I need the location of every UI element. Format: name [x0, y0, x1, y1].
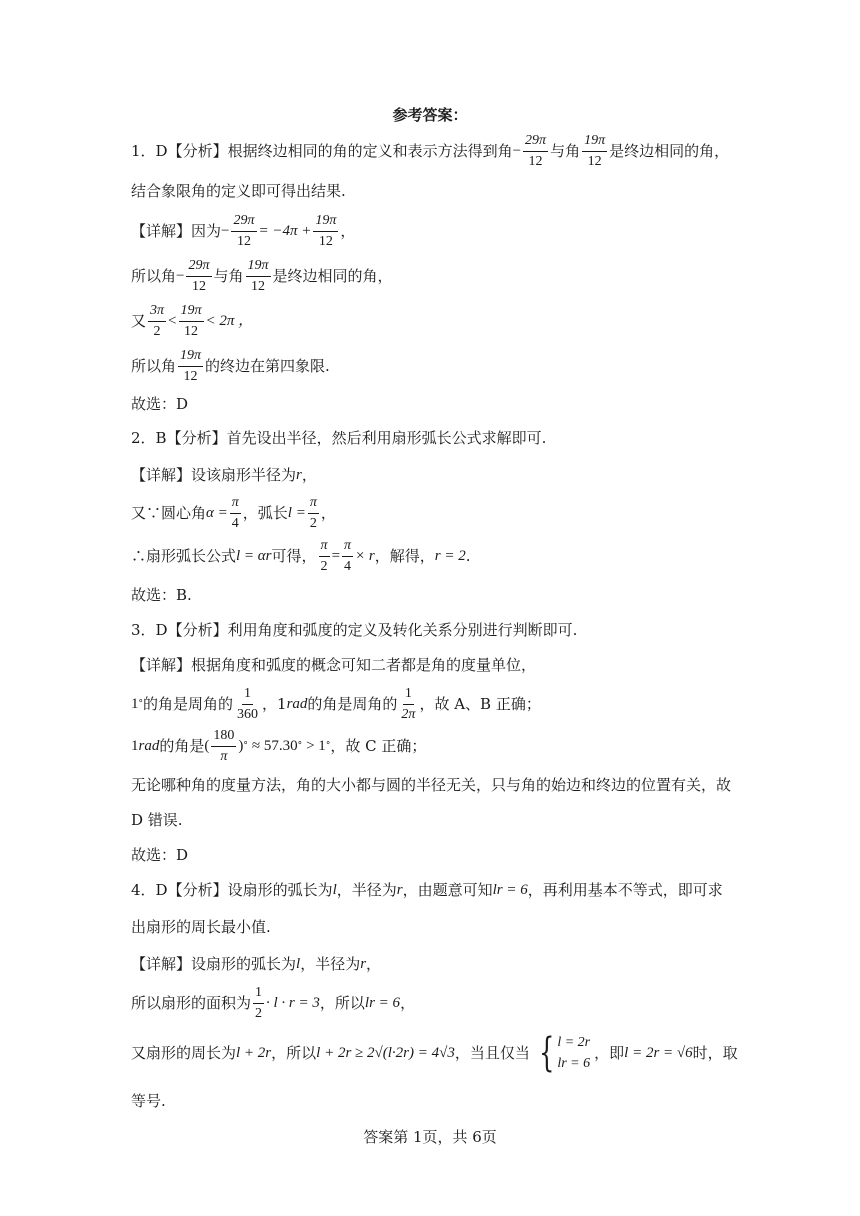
q3-line-6: D 错误. — [131, 810, 183, 829]
q1-line-4: 所以角 − $\frac{29\pi}{12}$ 与角 $\frac{19\pi}{12}$ 是终边相同的角， — [131, 258, 393, 294]
fraction: $\frac{1}{2}$ — [255, 985, 263, 1021]
q4-line-2: 出扇形的周长最小值. — [131, 917, 271, 936]
equation-system: { l = 2r lr = 6 — [538, 1030, 591, 1076]
fraction: $\frac{29\pi}{12}$ — [525, 133, 547, 169]
fraction: $\frac{\pi}{4}$ — [344, 538, 352, 574]
q3-line-3: 1 ° 的角是周角的 $\frac{1}{360}$ ，1 rad 的角是周角的 $\frac{1}{2\pi}$ ，故 A、B 正确； — [131, 686, 541, 722]
fraction: $\frac{19\pi}{12}$ — [247, 258, 269, 294]
fraction: $\frac{19\pi}{12}$ — [180, 348, 202, 384]
fraction: $\frac{29\pi}{12}$ — [233, 213, 255, 249]
q4-line-3: 【详解】设扇形的弧长为 l ，半径为 r ， — [131, 954, 382, 973]
page-title: 参考答案： — [392, 106, 468, 124]
q4-line-6: 等号. — [131, 1091, 166, 1110]
fraction: $\frac{\pi}{2}$ — [320, 538, 328, 574]
q3-line-2: 【详解】根据角度和弧度的概念可知二者都是角的度量单位， — [131, 655, 537, 674]
fraction: $\frac{1}{2\pi}$ — [401, 686, 416, 722]
q1-line-2: 结合象限角的定义即可得出结果. — [131, 181, 346, 200]
q3-line-5: 无论哪种角的度量方法，角的大小都与圆的半径无关，只与角的始边和终边的位置有关，故 — [131, 775, 732, 794]
q1-line-3: 【详解】因为 − $\frac{29\pi}{12}$ = −4π + $\frac{19\pi}{12}$ ， — [131, 213, 356, 249]
page-footer: 答案第 1页，共 6页 — [363, 1128, 497, 1146]
q3-line-4: 1 rad 的角是 ( $\frac{180}{\pi}$ ) ° ≈ 57.30 ° > 1 ° ，故 C 正确； — [131, 728, 427, 764]
q4-line-1: 4．D【分析】设扇形的弧长为 l ，半径为 r ，由题意可知 lr = 6 ，再利用基本不等式，即可求 — [131, 880, 723, 899]
fraction: $\frac{29\pi}{12}$ — [188, 258, 210, 294]
fraction: $\frac{\pi}{2}$ — [309, 495, 317, 531]
fraction: $\frac{\pi}{4}$ — [231, 495, 239, 531]
fraction: $\frac{19\pi}{12}$ — [584, 133, 606, 169]
q4-line-4: 所以扇形的面积为 $\frac{1}{2}$ · l · r = 3 ，所以 lr = 6 ， — [131, 985, 416, 1021]
q1-line-6: 所以角 $\frac{19\pi}{12}$ 的终边在第四象限. — [131, 348, 330, 384]
fraction: $\frac{19\pi}{12}$ — [315, 213, 337, 249]
fraction: $\frac{1}{360}$ — [237, 686, 259, 722]
fraction: $\frac{3\pi}{2}$ — [150, 303, 165, 339]
q1-line-5: 又 $\frac{3\pi}{2}$ < $\frac{19\pi}{12}$ < 2π ， — [131, 303, 254, 339]
q3-line-1: 3．D【分析】利用角度和弧度的定义及转化关系分别进行判断即可. — [131, 620, 578, 639]
q2-answer: 故选：B. — [131, 585, 192, 604]
q1-answer: 故选：D — [131, 394, 189, 413]
q4-line-5: 又扇形的周长为 l + 2r ，所以 l + 2r ≥ 2√(l·2r) = 4√3 ，当且仅当 { l = 2r lr = 6 ，即 l = 2r = √6 时，取 — [131, 1030, 738, 1076]
q1-line-1: 1．D【分析】根据终边相同的角的定义和表示方法得到角 − $\frac{29\pi}{12}$ 与角 $\frac{19\pi}{12}$ 是终边相同的角， — [131, 133, 730, 169]
q2-line-1: 2．B【分析】首先设出半径，然后利用扇形弧长公式求解即可. — [131, 428, 547, 447]
q3-answer: 故选：D — [131, 845, 189, 864]
q2-line-3: 又∵圆心角 α = $\frac{\pi}{4}$ ，弧长 l = $\frac{\pi}{2}$ ， — [131, 495, 336, 531]
fraction: $\frac{19\pi}{12}$ — [180, 303, 202, 339]
q2-line-4: ∴扇形弧长公式 l = αr 可得， $\frac{\pi}{2}$ = $\frac{\pi}{4}$ × r ，解得， r = 2 . — [131, 538, 471, 574]
fraction: $\frac{180}{\pi}$ — [213, 728, 235, 764]
q2-line-2: 【详解】设该扇形半径为 r ， — [131, 465, 317, 484]
